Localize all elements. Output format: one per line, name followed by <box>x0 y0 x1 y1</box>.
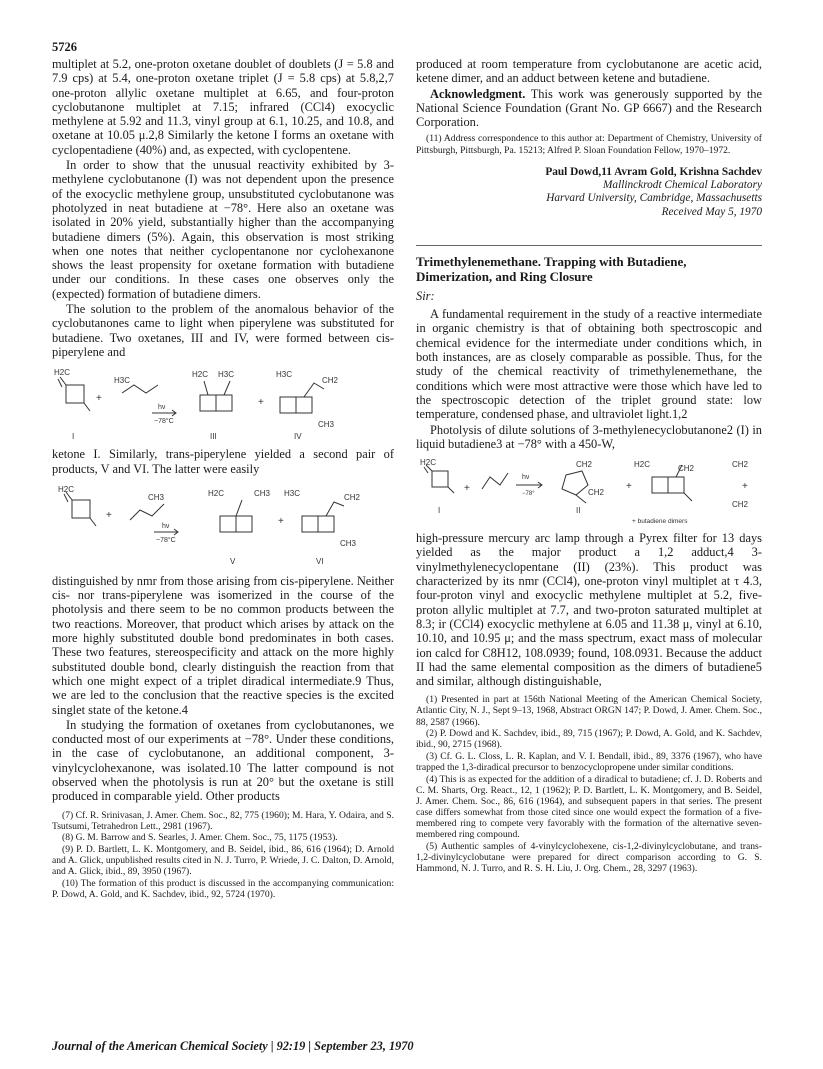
scheme1-numeral: IV <box>294 432 302 442</box>
scheme2-label: H2C <box>58 484 75 494</box>
left-paragraph-6: In studying the formation of oxetanes from cyclobutanones, we conducted most of our experiments at −78°. Under these conditions, in the case of cyclobutanone, an additional component, 3-vinylcyclohexanone, was isolated.10 The latter compound is not observed when the photolysis is run at 20° but the oxetane is still produced in comparable yield. Other products <box>52 717 394 804</box>
footnote: (1) Presented in part at 156th National Meeting of the American Chemical Society, Atlantic City, N. J., Sept 9–13, 1968, Abstract ORGN 147; P. Dowd, J. Amer. Chem. Soc., 88, 2587 (1966). <box>416 694 762 728</box>
scheme-cis-piperylene <box>52 363 394 443</box>
footnote: (10) The formation of this product is discussed in the accompanying communication: P. Dowd, A. Gold, and K. Sachdev, ibid., 92, 5724 (1970). <box>52 877 394 900</box>
right-paragraph-1: produced at room temperature from cyclobutanone are acetic acid, ketene dimer, and an adduct between ketene and butadiene. <box>416 57 762 86</box>
scheme3-plus: + <box>464 483 470 495</box>
scheme3-label: CH2 <box>732 500 749 510</box>
scheme3-numeral: II <box>576 506 581 516</box>
scheme2-label: −78°C <box>156 536 176 544</box>
scheme1-label: −78°C <box>154 418 174 426</box>
scheme1-numeral: I <box>72 432 75 442</box>
institution-line: Mallinckrodt Chemical Laboratory <box>603 178 762 191</box>
scheme3-plus: + <box>626 481 632 493</box>
left-column <box>52 57 394 900</box>
scheme2-numeral: VI <box>316 556 324 566</box>
scheme3-label: −78° <box>522 491 535 498</box>
page-number: 5726 <box>52 40 77 54</box>
right-column <box>416 57 762 874</box>
scheme2-label: CH3 <box>254 488 271 498</box>
scheme2-label: H2C <box>208 488 225 498</box>
left-paragraph-1: multiplet at 5.2, one-proton oxetane doublet of doublets (J = 5.8 and 7.9 cps) at 5.4, one-proton oxetane triplet (J = 5.8 cps) at 5.8,2,7 one-proton allylic oxetane multiplet at 6.65, and four-proton cyclobutanone multiplet at 7.15; infrared (CCl4) exocyclic methylene at 5.92 and 11.3, vinyl group at 6.1, 10.25, and 10.8, and oxetane at 10.05 μ.2,8 Similarly the ketone I forms an oxetane with cyclopentadiene (40%) and, as expected, with cyclopentene. <box>52 57 394 157</box>
scheme1-label: H2C <box>192 370 209 380</box>
right-paragraph-3: Photolysis of dilute solutions of 3-methylenecyclobutanone2 (I) in liquid butadiene3 at −78° with a 450-W, <box>416 422 762 451</box>
footnote: (8) G. M. Barrow and S. Searles, J. Amer. Chem. Soc., 75, 1175 (1953). <box>62 832 338 844</box>
footnote-11-block <box>416 133 762 155</box>
scheme1-label: H3C <box>218 370 235 380</box>
scheme1-label: H3C <box>276 370 293 380</box>
acknowledgment <box>416 87 762 130</box>
scheme1-numeral: III <box>210 432 217 442</box>
right-footnotes <box>416 694 762 874</box>
footnote: (3) Cf. G. L. Closs, L. R. Kaplan, and V. I. Bendall, ibid., 89, 3376 (1967), who have trapped the 1,3-diradical precursor to benzocyclopropene under similar conditions. <box>416 750 762 773</box>
right-paragraph-2: A fundamental requirement in the study of a reactive intermediate in organic chemistry is that of obtaining both spectroscopic and chemical evidence for the intermediate under conditions which, in both instances, are as closely comparable as possible. Thus, for the study of the chemical reactivity of trimethylenemethane, the conditions which were most attractive were those which have led to the spectroscopic detection of the triplet ground state: low temperature, condensed phase, and ultraviolet light.1,2 <box>416 307 762 422</box>
journal-footer: Journal of the American Chemical Society | 92:19 | September 23, 1970 <box>52 1039 414 1053</box>
author-names: Paul Dowd,11 Avram Gold, Krishna Sachdev <box>545 165 762 178</box>
scheme2-numeral: V <box>230 556 236 566</box>
footnote: (7) Cf. R. Srinivasan, J. Amer. Chem. Soc., 82, 775 (1960); M. Hara, Y. Odaira, and S. Tsutsumi, Tetrahedron Lett., 2981 (1967). <box>52 809 394 832</box>
scheme3-label: H2C <box>420 458 437 468</box>
footnote: (5) Authentic samples of 4-vinylcyclohexene, cis-1,2-divinylcyclobutane, and trans-1,2-divinylcyclobutane were prepared for direct comparison according to G. S. Hammond, N. J. Turro, and R. S. H. Liu, J. Org. Chem., 28, 3297 (1963). <box>416 840 762 874</box>
scheme2-label: H3C <box>284 488 301 498</box>
scheme1-label: H3C <box>114 376 131 386</box>
left-paragraph-4: ketone I. Similarly, trans-piperylene yielded a second pair of products, V and VI. The latter were easily <box>52 447 394 476</box>
right-paragraph-4: high-pressure mercury arc lamp through a Pyrex filter for 13 days yielded as the major product a 1,2 adduct,4 3-vinylmethylenecyclopentane (II) (23%). This product was characterized by its nmr (CCl4), one-proton vinyl multiplet at τ 4.3, four-proton vinyl and exocyclic methylene multiplet at 5.2, five-proton allylic multiplet at 7.7, and two-proton saturated multiplet at 8.3; ir (CCl4) exocyclic methylene at 6.05 and 11.38 μ, vinyl at 6.10, 10.10, and 10.95 μ; and the mass spectrum, exact mass of molecular ion calcd for C8H12, 108.0939; found, 108.0931. Because the adduct II had the same elemental composition as the dimers of butadiene5 and similar, although distinguishable, <box>416 531 762 689</box>
scheme-butadiene-trapping <box>416 455 762 527</box>
author-block <box>416 166 762 219</box>
scheme3-label: CH2 <box>732 460 749 470</box>
footnote-11: (11) Address correspondence to this author at: Department of Chemistry, University of Pittsburgh, Pittsburgh, Pa. 15213; Alfred P. Sloan Foundation Fellow, 1970–1972. <box>416 133 762 156</box>
scheme1-plus: + <box>96 393 102 405</box>
left-paragraph-2: In order to show that the unusual reactivity exhibited by 3-methylene cyclobutanone (I) was not dependent upon the presence of the exocyclic methylene group, unsubstituted cyclobutanone was photolyzed in neat butadiene at −78°. Here also an oxetane was isolated in 20% yield, substantially higher than the accompanying butadiene dimers (5%). Again, this observation is most striking when one notes that neither cyclopentanone nor cyclohexanone shows the least propensity for oxetane formation with butadiene under our conditions. In these cases one observes only the (expected) formation of butadiene dimers. <box>52 158 394 301</box>
scheme-trans-piperylene <box>52 480 394 570</box>
left-footnotes <box>52 810 394 900</box>
scheme1-label: CH3 <box>318 420 335 430</box>
left-paragraph-5: distinguished by nmr from those arising from cis-piperylene. Neither cis- nor trans-piperylene was isomerized in the course of the photolysis and there seem to be no common products between the two reactions. Moreover, that product which arises by attack on the more highly substituted double bond predominates in both cases. These two features, stereospecificity and attack on the more highly substituted double bond, clearly distinguish the reaction from that which one might expect of a triplet diradical intermediate.9 Thus, we are led to the conclusion that the reactive species is the excited singlet state of the ketone.4 <box>52 573 394 717</box>
footnote: (9) P. D. Bartlett, L. K. Montgomery, and B. Seidel, ibid., 86, 616 (1964); D. Arnold and A. Glick, unpublished results cited in N. J. Turro, P. Wriede, J. C. Dalton, D. Arnold, and A. Glick, ibid., 89, 3950 (1967). <box>52 843 394 878</box>
scheme2-plus: + <box>278 515 284 527</box>
scheme3-label: CH2 <box>588 488 605 498</box>
section-divider <box>416 245 762 246</box>
scheme3-label: hν <box>522 474 530 482</box>
scheme2-label: CH2 <box>344 492 361 502</box>
scheme3-numeral: I <box>438 506 441 516</box>
scheme1-plus: + <box>258 397 264 409</box>
acknowledgment-body: This work was generously supported by the National Science Foundation (Grant No. GP 6667) and the Research Corporation. <box>416 86 762 130</box>
cyclobutanone-ring <box>66 385 84 403</box>
footnote: (4) This is as expected for the addition of a diradical to butadiene; cf. J. D. Roberts and C. M. Sharts, Org. React., 12, 1 (1962); P. D. Bartlett, L. K. Montgomery, and B. Seidel, J. Amer. Chem. Soc., 86, 616 (1964), and subsequent papers in that series. The present case differs somewhat from those cited since one would expect the formation of a five-membered ring to compete very favorably with the formation of the alternative seven-membered ring compound. <box>416 773 762 841</box>
scheme3-caption: + butadiene dimers <box>632 518 688 526</box>
received-date: Received May 5, 1970 <box>661 205 762 218</box>
scheme1-label: CH2 <box>322 376 339 386</box>
scheme2-plus: + <box>106 509 112 521</box>
left-paragraph-3: The solution to the problem of the anomalous behavior of the cyclobutanones came to light when piperylene was substituted for butadiene. Two oxetanes, III and IV, were formed between cis-piperylene and <box>52 302 394 359</box>
footnote: (2) P. Dowd and K. Sachdev, ibid., 89, 715 (1967); P. Dowd, A. Gold, and K. Sachdev, ibid., 90, 2715 (1968). <box>416 728 762 751</box>
institution-line: Harvard University, Cambridge, Massachusetts <box>546 192 762 205</box>
scheme2-label: hν <box>162 522 170 530</box>
scheme3-label: H2C <box>634 460 651 470</box>
scheme2-label: CH3 <box>148 492 165 502</box>
acknowledgment-title: Acknowledgment. <box>430 86 526 101</box>
scheme3-label: CH2 <box>678 464 695 474</box>
scheme3-label: CH2 <box>576 460 593 470</box>
article-title: Trimethylenemethane. Trapping with Butadiene, Dimerization, and Ring Closure <box>416 253 687 284</box>
scheme3-plus: + <box>742 481 748 493</box>
scheme1-label: hν <box>158 404 166 412</box>
salutation: Sir: <box>416 288 435 303</box>
scheme1-label: H2C <box>54 368 71 378</box>
scheme2-label: CH3 <box>340 538 357 548</box>
